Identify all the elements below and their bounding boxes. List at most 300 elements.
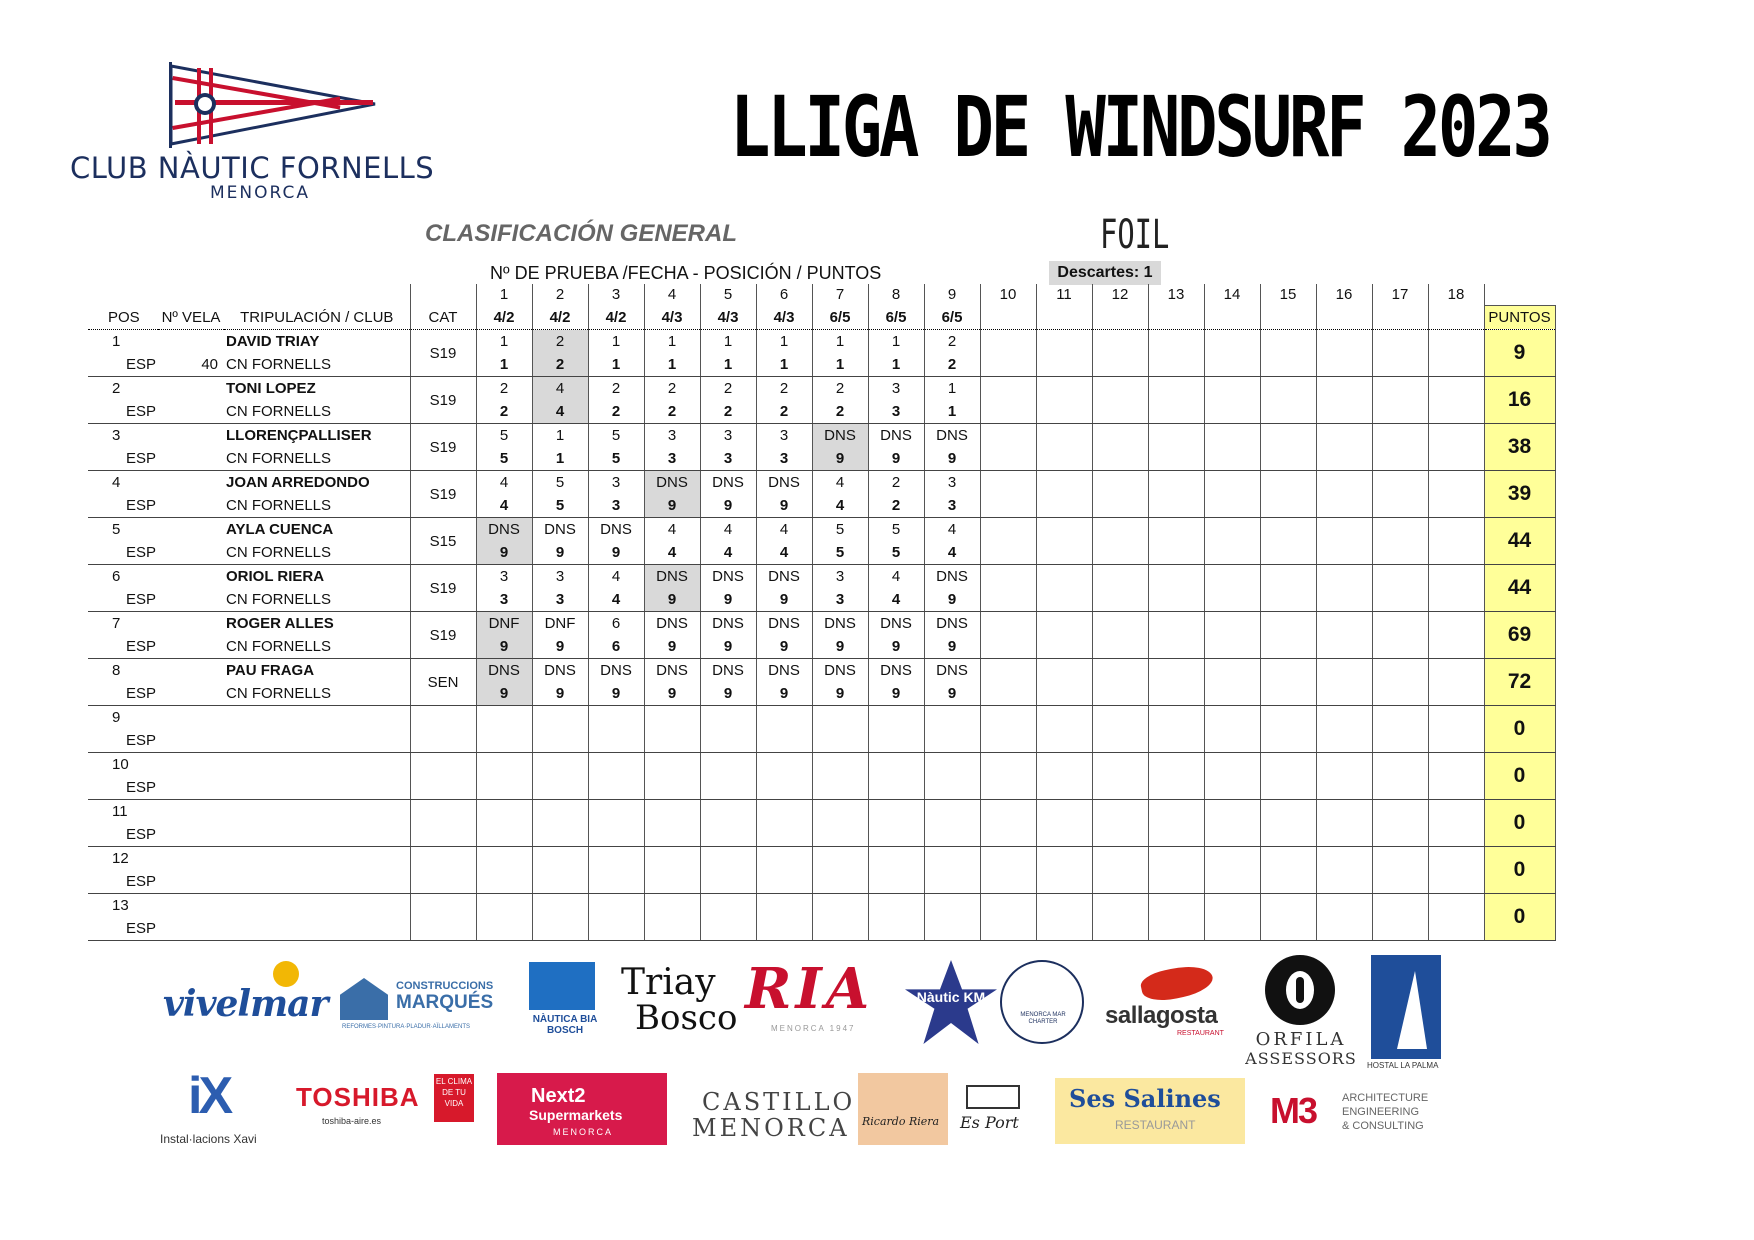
race-points (1372, 682, 1428, 706)
race-position: 2 (924, 330, 980, 354)
club-name: CLUB NÀUTIC FORNELLS (70, 151, 435, 185)
race-points (1316, 353, 1372, 377)
sponsor-es-port: Es Port (950, 1085, 1035, 1145)
race-points (1092, 917, 1148, 941)
race-points (1036, 400, 1092, 424)
race-position: DNS (532, 518, 588, 542)
race-position: 1 (644, 330, 700, 354)
race-position (1316, 659, 1372, 683)
position: 1 (112, 333, 121, 350)
race-position (1260, 518, 1316, 542)
race-position: DNS (700, 471, 756, 495)
table-row (88, 471, 1555, 495)
position: 12 (112, 850, 129, 867)
race-date (1204, 306, 1260, 330)
race-points (1036, 541, 1092, 565)
table-row-points (88, 682, 1555, 706)
race-points (980, 588, 1036, 612)
club: CN FORNELLS (224, 447, 410, 471)
race-position: DNS (868, 659, 924, 683)
race-points (1316, 870, 1372, 894)
race-position (756, 706, 812, 730)
category: S19 (410, 565, 476, 612)
sailor-name (224, 847, 410, 871)
race-points: 9 (756, 494, 812, 518)
race-position (1428, 847, 1484, 871)
race-points: 9 (700, 682, 756, 706)
sailor-name (224, 706, 410, 730)
race-points: 9 (476, 635, 532, 659)
race-position (588, 847, 644, 871)
race-position (980, 847, 1036, 871)
race-position (1148, 800, 1204, 824)
race-points (1148, 353, 1204, 377)
vela-header: Nº VELA (158, 306, 224, 330)
race-position: 2 (756, 377, 812, 401)
race-points (1036, 588, 1092, 612)
race-position: 3 (532, 565, 588, 589)
race-points: 9 (532, 541, 588, 565)
race-position: DNS (812, 659, 868, 683)
race-points (1260, 588, 1316, 612)
race-points: 9 (700, 635, 756, 659)
race-position (476, 753, 532, 777)
race-number: 3 (588, 284, 644, 306)
race-points (980, 776, 1036, 800)
race-points: 2 (700, 400, 756, 424)
race-points (1036, 729, 1092, 753)
race-position (1316, 424, 1372, 448)
race-points (532, 729, 588, 753)
table-row-points (88, 494, 1555, 518)
sail-number (158, 400, 224, 424)
race-points: 4 (532, 400, 588, 424)
category: S19 (410, 612, 476, 659)
race-position (1260, 847, 1316, 871)
race-position (700, 753, 756, 777)
race-points (1428, 870, 1484, 894)
race-points (588, 870, 644, 894)
race-position (1428, 894, 1484, 918)
race-position (924, 847, 980, 871)
race-position (1260, 565, 1316, 589)
race-position (812, 753, 868, 777)
total-points: 0 (1484, 753, 1555, 800)
marques-house-icon (340, 978, 388, 1020)
race-position (1036, 894, 1092, 918)
race-number: 8 (868, 284, 924, 306)
race-points (1092, 353, 1148, 377)
race-points: 1 (812, 353, 868, 377)
race-points (924, 729, 980, 753)
race-date (1428, 306, 1484, 330)
race-position (924, 800, 980, 824)
position: 6 (112, 568, 121, 585)
race-points (1260, 776, 1316, 800)
race-points (980, 870, 1036, 894)
race-number: 1 (476, 284, 532, 306)
race-position (980, 753, 1036, 777)
race-position: 5 (588, 424, 644, 448)
race-points (1372, 870, 1428, 894)
race-points: 3 (532, 588, 588, 612)
nationality: ESP (88, 823, 158, 847)
sponsor-next2-supermarkets: Next2 Supermarkets MENORCA (497, 1073, 667, 1145)
sponsor-bia-bosch: NÀUTICA BIA BOSCH (525, 962, 600, 1042)
race-position (476, 800, 532, 824)
race-position (1148, 471, 1204, 495)
race-position (644, 847, 700, 871)
race-date (1260, 306, 1316, 330)
race-position (1148, 424, 1204, 448)
race-position (644, 706, 700, 730)
race-points: 9 (756, 682, 812, 706)
race-points (1260, 823, 1316, 847)
race-points: 1 (868, 353, 924, 377)
race-points (1428, 729, 1484, 753)
club (224, 917, 410, 941)
race-position (1036, 424, 1092, 448)
sponsor-castillo-menorca: CASTILLO MENORCA (692, 1088, 856, 1142)
total-points: 39 (1484, 471, 1555, 518)
race-points (924, 823, 980, 847)
sailor-name (224, 894, 410, 918)
race-position (1148, 377, 1204, 401)
race-position: 3 (756, 424, 812, 448)
race-points: 9 (532, 635, 588, 659)
sailor-name (224, 800, 410, 824)
nationality: ESP (88, 353, 158, 377)
race-position (980, 518, 1036, 542)
race-points (1260, 541, 1316, 565)
category: S19 (410, 330, 476, 377)
race-position: 1 (868, 330, 924, 354)
nationality: ESP (88, 917, 158, 941)
race-points (1148, 494, 1204, 518)
race-date: 4/3 (644, 306, 700, 330)
race-points (700, 917, 756, 941)
total-points: 72 (1484, 659, 1555, 706)
race-position: DNS (644, 612, 700, 636)
category: S19 (410, 424, 476, 471)
race-points (1372, 353, 1428, 377)
sail-number (158, 494, 224, 518)
race-points: 9 (644, 494, 700, 518)
classification-subtitle: CLASIFICACIÓN GENERAL (425, 220, 737, 247)
race-position (1428, 706, 1484, 730)
race-position (1260, 894, 1316, 918)
race-points (1204, 635, 1260, 659)
race-position (1372, 659, 1428, 683)
position: 2 (112, 380, 121, 397)
race-position: DNS (924, 659, 980, 683)
race-position: DNS (812, 612, 868, 636)
race-date: 6/5 (868, 306, 924, 330)
race-points: 1 (700, 353, 756, 377)
race-position (1036, 800, 1092, 824)
sailor-name: ROGER ALLES (226, 615, 334, 632)
race-points (1428, 917, 1484, 941)
race-position (1372, 518, 1428, 542)
race-points: 9 (700, 494, 756, 518)
race-points: 5 (532, 494, 588, 518)
race-points (1092, 776, 1148, 800)
race-position (1316, 471, 1372, 495)
race-points: 9 (924, 588, 980, 612)
race-number: 16 (1316, 284, 1372, 306)
race-points: 2 (644, 400, 700, 424)
race-points: 1 (532, 447, 588, 471)
race-points: 4 (924, 541, 980, 565)
race-points (1092, 588, 1148, 612)
race-position (812, 706, 868, 730)
race-points (1204, 729, 1260, 753)
race-position: 2 (588, 377, 644, 401)
race-position (1260, 330, 1316, 354)
total-points: 0 (1484, 800, 1555, 847)
sail-number (158, 635, 224, 659)
race-points (868, 917, 924, 941)
race-points (532, 870, 588, 894)
race-points: 9 (476, 682, 532, 706)
race-position (1092, 518, 1148, 542)
race-points: 1 (756, 353, 812, 377)
race-position: DNS (756, 471, 812, 495)
race-points (1204, 917, 1260, 941)
race-points (1148, 870, 1204, 894)
race-points (812, 776, 868, 800)
race-position (1316, 330, 1372, 354)
race-points (980, 917, 1036, 941)
race-points (476, 917, 532, 941)
race-position: 4 (532, 377, 588, 401)
race-position: 5 (476, 424, 532, 448)
menorca-mar-crown-icon (1000, 960, 1084, 1044)
race-position: 2 (476, 377, 532, 401)
race-points (1372, 588, 1428, 612)
position: 13 (112, 897, 129, 914)
race-date (980, 306, 1036, 330)
race-points (1316, 588, 1372, 612)
race-position (1092, 847, 1148, 871)
race-points: 9 (812, 447, 868, 471)
race-position (1428, 800, 1484, 824)
race-points (1428, 494, 1484, 518)
race-position (980, 800, 1036, 824)
nationality: ESP (88, 494, 158, 518)
race-position (588, 800, 644, 824)
race-points (644, 823, 700, 847)
race-position (1036, 612, 1092, 636)
race-position (812, 847, 868, 871)
race-position: DNS (812, 424, 868, 448)
race-points: 2 (476, 400, 532, 424)
table-row (88, 753, 1555, 777)
race-position (1092, 471, 1148, 495)
position: 3 (112, 427, 121, 444)
race-number: 4 (644, 284, 700, 306)
race-points (1316, 917, 1372, 941)
sailor-name: JOAN ARREDONDO (226, 474, 370, 491)
race-points (980, 682, 1036, 706)
es-port-building-icon (966, 1085, 1020, 1109)
club (224, 776, 410, 800)
race-position (588, 894, 644, 918)
race-position: DNS (868, 612, 924, 636)
race-position (1036, 565, 1092, 589)
table-row (88, 612, 1555, 636)
race-number: 2 (532, 284, 588, 306)
race-points (1260, 917, 1316, 941)
club: CN FORNELLS (224, 400, 410, 424)
club (224, 729, 410, 753)
race-position (1428, 377, 1484, 401)
race-points: 4 (700, 541, 756, 565)
race-position (476, 706, 532, 730)
race-position (1092, 659, 1148, 683)
position: 8 (112, 662, 121, 679)
sponsor-ses-salines: Ses Salines RESTAURANT (1055, 1078, 1245, 1144)
sail-number (158, 776, 224, 800)
race-points (644, 776, 700, 800)
race-points (1204, 823, 1260, 847)
race-points (1204, 400, 1260, 424)
race-points (588, 823, 644, 847)
race-points (644, 729, 700, 753)
race-number: 9 (924, 284, 980, 306)
race-position (1372, 612, 1428, 636)
race-date: 4/2 (588, 306, 644, 330)
sponsor-m3: M3 ARCHITECTURE ENGINEERING & CONSULTING (1270, 1090, 1429, 1132)
race-position (1372, 800, 1428, 824)
race-points (1372, 541, 1428, 565)
category (410, 800, 476, 847)
race-date (1036, 306, 1092, 330)
race-points (1092, 682, 1148, 706)
race-points (1092, 823, 1148, 847)
race-position (868, 847, 924, 871)
race-position (1148, 330, 1204, 354)
race-date (1372, 306, 1428, 330)
race-position (1036, 518, 1092, 542)
race-points (980, 635, 1036, 659)
sail-number (158, 541, 224, 565)
race-points (1036, 353, 1092, 377)
race-points (1148, 729, 1204, 753)
race-points (924, 870, 980, 894)
total-points: 38 (1484, 424, 1555, 471)
race-position (1372, 894, 1428, 918)
table-row-points (88, 635, 1555, 659)
race-points (1428, 400, 1484, 424)
race-position (1204, 753, 1260, 777)
race-points (1204, 494, 1260, 518)
race-points: 3 (700, 447, 756, 471)
race-position (868, 800, 924, 824)
race-points (1036, 823, 1092, 847)
sponsor-sallagosta: sallagosta RESTAURANT (1105, 962, 1235, 1042)
race-position (1372, 706, 1428, 730)
race-position: 4 (588, 565, 644, 589)
race-position (700, 706, 756, 730)
race-position: DNS (924, 565, 980, 589)
race-position: 1 (700, 330, 756, 354)
race-position (700, 847, 756, 871)
race-position: DNF (476, 612, 532, 636)
race-points: 9 (812, 635, 868, 659)
race-position (644, 800, 700, 824)
sailor-name: TONI LOPEZ (226, 380, 316, 397)
sailor-name (224, 753, 410, 777)
race-points: 9 (532, 682, 588, 706)
club-location: MENORCA (210, 183, 310, 203)
race-position (1148, 565, 1204, 589)
race-position: 3 (868, 377, 924, 401)
sailor-name: ORIOL RIERA (226, 568, 325, 585)
race-position (1204, 847, 1260, 871)
race-position (1148, 659, 1204, 683)
position: 10 (112, 756, 129, 773)
race-position (1092, 330, 1148, 354)
race-position (700, 894, 756, 918)
sailor-name: AYLA CUENCA (226, 521, 334, 538)
race-position (1092, 894, 1148, 918)
race-position: 4 (868, 565, 924, 589)
race-points: 9 (756, 588, 812, 612)
race-position: DNS (756, 612, 812, 636)
race-points: 9 (588, 682, 644, 706)
race-position (1092, 753, 1148, 777)
race-position: 3 (476, 565, 532, 589)
race-number: 11 (1036, 284, 1092, 306)
race-position (1372, 565, 1428, 589)
race-position (644, 753, 700, 777)
race-date: 6/5 (924, 306, 980, 330)
race-position: 1 (756, 330, 812, 354)
total-points: 69 (1484, 612, 1555, 659)
race-points (756, 870, 812, 894)
race-position: DNS (476, 518, 532, 542)
race-position: 1 (812, 330, 868, 354)
race-position (588, 706, 644, 730)
race-date (1092, 306, 1148, 330)
race-position (1204, 612, 1260, 636)
race-points (700, 823, 756, 847)
race-number: 14 (1204, 284, 1260, 306)
table-row-points (88, 541, 1555, 565)
category: SEN (410, 659, 476, 706)
race-position (1260, 471, 1316, 495)
race-position: 3 (700, 424, 756, 448)
race-position (1428, 330, 1484, 354)
discards-badge: Descartes: 1 (1049, 261, 1161, 285)
header-row (88, 306, 1555, 330)
race-position: 4 (924, 518, 980, 542)
sail-number (158, 682, 224, 706)
race-position: DNS (700, 659, 756, 683)
sponsor-vivelmar: vivelmar (163, 965, 323, 1035)
race-points: 9 (868, 682, 924, 706)
table-row-points (88, 353, 1555, 377)
nationality: ESP (88, 729, 158, 753)
race-position: DNS (700, 565, 756, 589)
race-points (532, 917, 588, 941)
race-points (1316, 541, 1372, 565)
race-points: 9 (644, 682, 700, 706)
race-points: 9 (868, 447, 924, 471)
race-points (588, 917, 644, 941)
lobster-icon (1139, 961, 1216, 1005)
